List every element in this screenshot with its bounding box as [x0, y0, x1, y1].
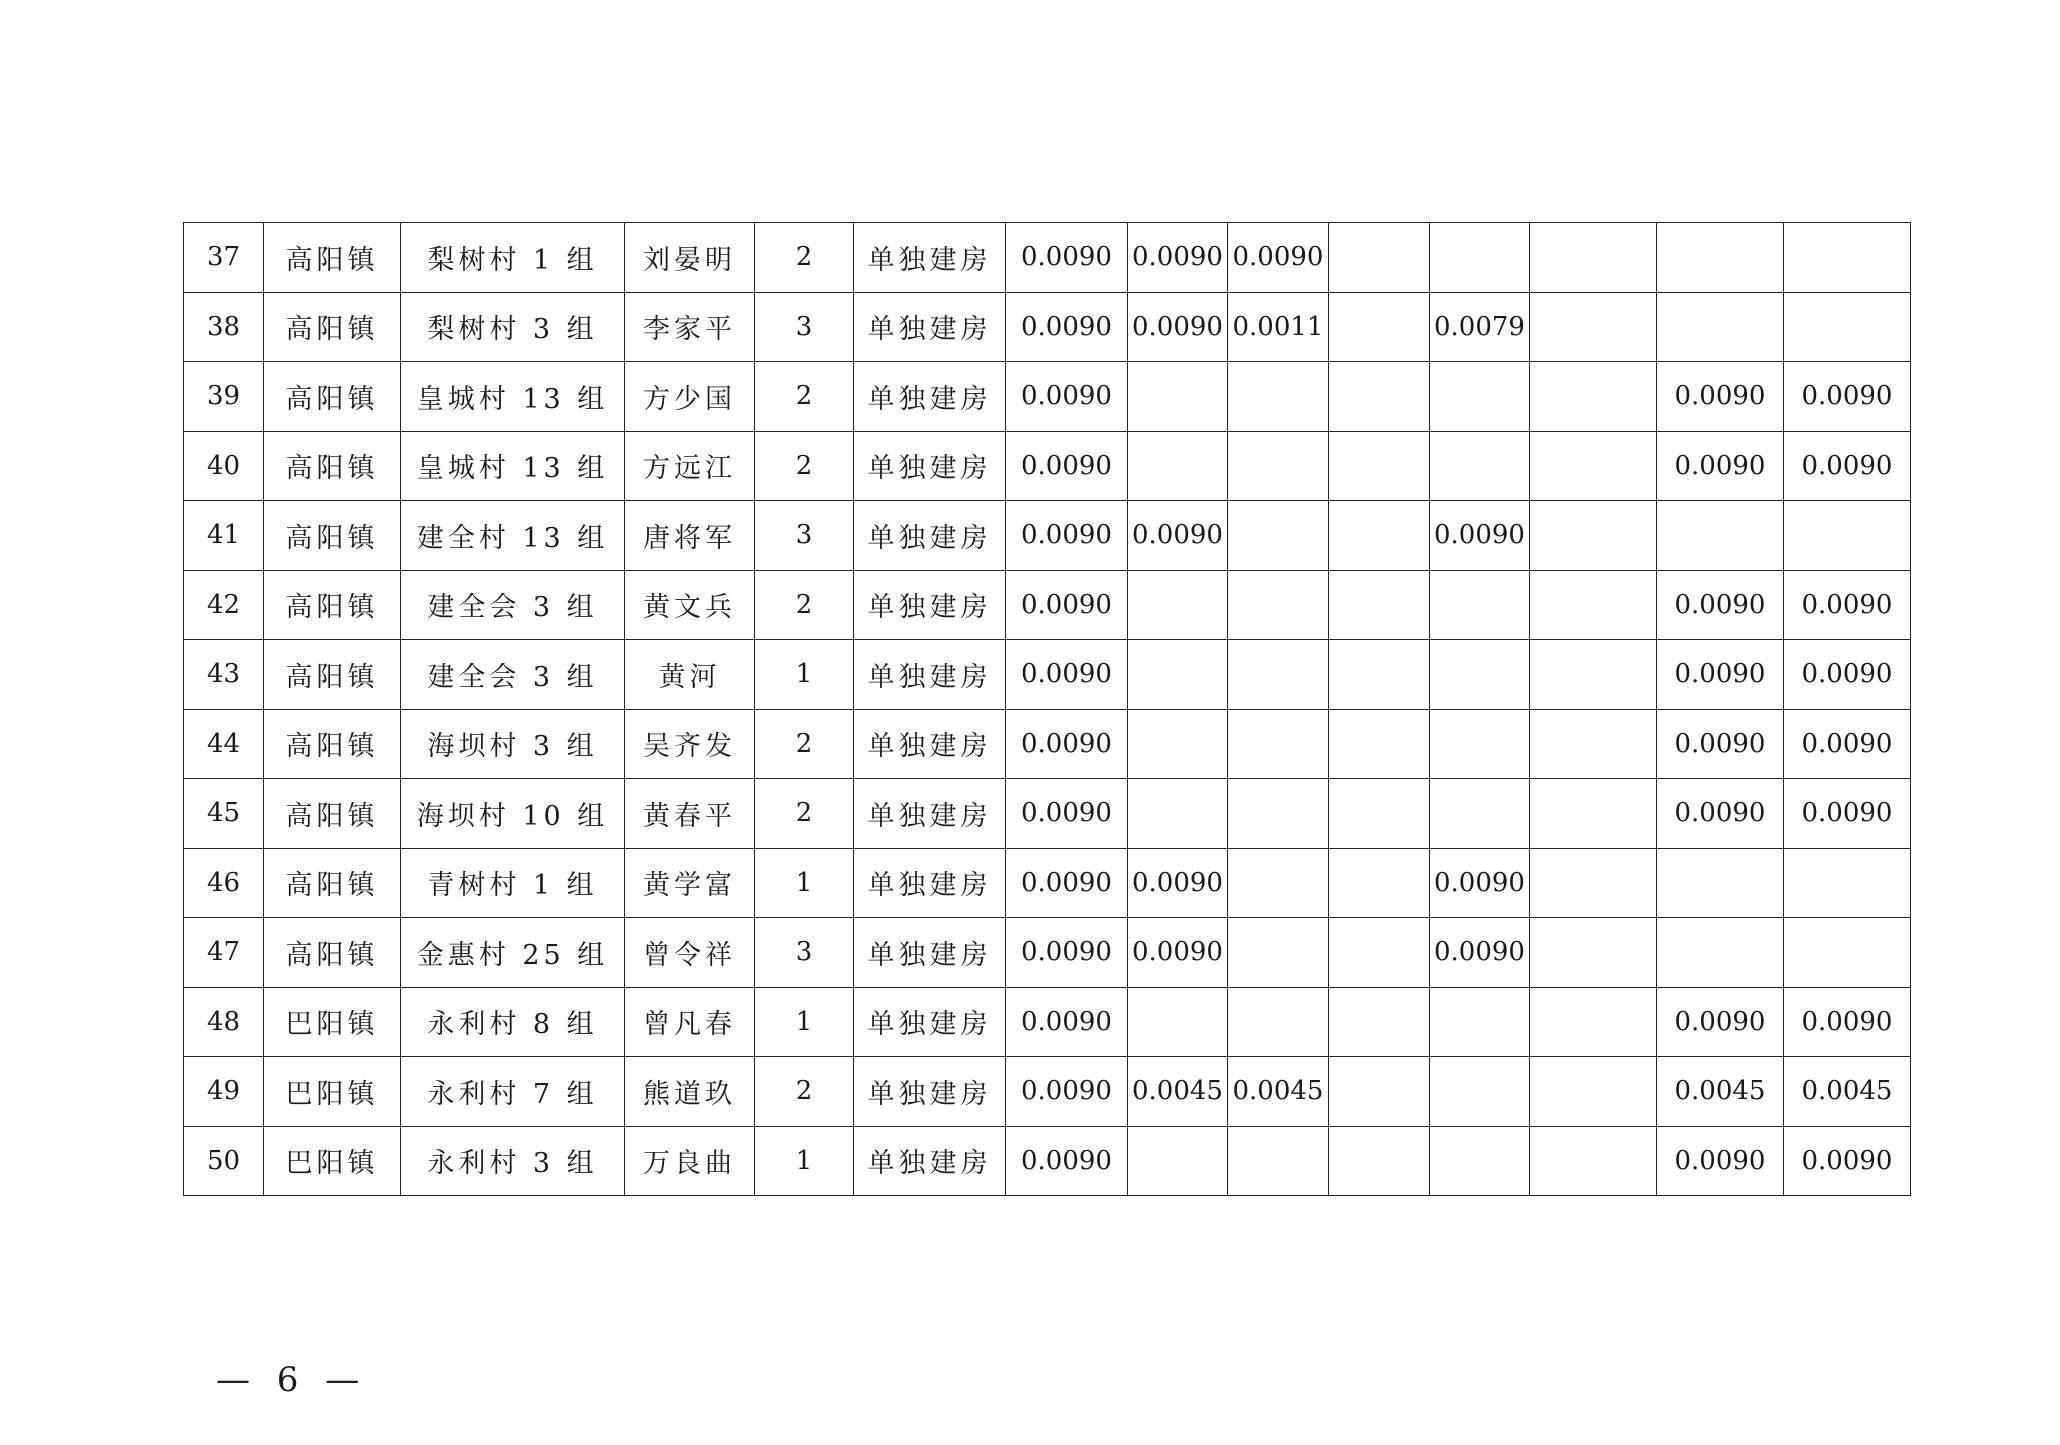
area-col-3-cell: 0.0045: [1228, 1057, 1329, 1127]
area-col-8-cell: 0.0045: [1784, 1057, 1911, 1127]
total-area-cell: 0.0090: [1006, 1126, 1128, 1196]
row-number-cell: 40: [184, 431, 264, 501]
village-group-cell: 梨树村 3 组: [401, 292, 625, 362]
area-col-8-cell: [1784, 223, 1911, 293]
household-size-cell: 2: [755, 223, 854, 293]
total-area-cell: 0.0090: [1006, 223, 1128, 293]
area-col-4-cell: [1329, 570, 1430, 640]
area-col-6-cell: [1530, 431, 1657, 501]
total-area-cell: 0.0090: [1006, 1057, 1128, 1127]
town-cell: 巴阳镇: [264, 1126, 401, 1196]
area-col-3-cell: [1228, 570, 1329, 640]
table-row: [184, 848, 1911, 918]
area-col-3-cell: [1228, 501, 1329, 571]
applicant-name-cell: 曾凡春: [625, 987, 755, 1057]
area-col-2-cell: [1128, 709, 1228, 779]
total-area-cell: 0.0090: [1006, 709, 1128, 779]
area-col-8-cell: 0.0090: [1784, 779, 1911, 849]
area-col-6-cell: [1530, 362, 1657, 432]
village-group-cell: 永利村 7 组: [401, 1057, 625, 1127]
area-col-8-cell: 0.0090: [1784, 709, 1911, 779]
area-col-4-cell: [1329, 1126, 1430, 1196]
row-number-cell: 50: [184, 1126, 264, 1196]
row-number-cell: 47: [184, 918, 264, 988]
area-col-5-cell: 0.0090: [1430, 918, 1530, 988]
village-group-cell: 永利村 8 组: [401, 987, 625, 1057]
household-size-cell: 3: [755, 918, 854, 988]
area-col-4-cell: [1329, 987, 1430, 1057]
area-col-7-cell: 0.0090: [1657, 987, 1784, 1057]
area-col-5-cell: 0.0079: [1430, 292, 1530, 362]
town-cell: 高阳镇: [264, 779, 401, 849]
town-cell: 高阳镇: [264, 501, 401, 571]
applicant-name-cell: 吴齐发: [625, 709, 755, 779]
area-col-2-cell: [1128, 431, 1228, 501]
applicant-name-cell: 方远江: [625, 431, 755, 501]
area-col-2-cell: [1128, 1126, 1228, 1196]
area-col-3-cell: 0.0011: [1228, 292, 1329, 362]
area-col-5-cell: 0.0090: [1430, 501, 1530, 571]
area-col-8-cell: 0.0090: [1784, 640, 1911, 710]
applicant-name-cell: 黄河: [625, 640, 755, 710]
area-col-6-cell: [1530, 1126, 1657, 1196]
row-number-cell: 45: [184, 779, 264, 849]
area-col-3-cell: [1228, 640, 1329, 710]
total-area-cell: 0.0090: [1006, 570, 1128, 640]
household-size-cell: 1: [755, 640, 854, 710]
area-col-4-cell: [1329, 640, 1430, 710]
area-col-6-cell: [1530, 987, 1657, 1057]
row-number-cell: 46: [184, 848, 264, 918]
area-col-4-cell: [1329, 223, 1430, 293]
applicant-name-cell: 万良曲: [625, 1126, 755, 1196]
household-size-cell: 2: [755, 709, 854, 779]
row-number-cell: 39: [184, 362, 264, 432]
area-col-3-cell: [1228, 779, 1329, 849]
build-type-cell: 单独建房: [854, 223, 1006, 293]
area-col-6-cell: [1530, 223, 1657, 293]
area-col-7-cell: 0.0090: [1657, 709, 1784, 779]
row-number-cell: 37: [184, 223, 264, 293]
town-cell: 高阳镇: [264, 848, 401, 918]
area-col-8-cell: [1784, 848, 1911, 918]
town-cell: 高阳镇: [264, 362, 401, 432]
area-col-6-cell: [1530, 1057, 1657, 1127]
area-col-5-cell: [1430, 709, 1530, 779]
applicant-name-cell: 黄春平: [625, 779, 755, 849]
household-size-cell: 1: [755, 848, 854, 918]
area-col-5-cell: [1430, 223, 1530, 293]
applicant-name-cell: 方少国: [625, 362, 755, 432]
town-cell: 高阳镇: [264, 223, 401, 293]
build-type-cell: 单独建房: [854, 292, 1006, 362]
row-number-cell: 41: [184, 501, 264, 571]
build-type-cell: 单独建房: [854, 779, 1006, 849]
build-type-cell: 单独建房: [854, 848, 1006, 918]
area-col-7-cell: 0.0090: [1657, 362, 1784, 432]
row-number-cell: 44: [184, 709, 264, 779]
table-row: [184, 709, 1911, 779]
applicant-name-cell: 李家平: [625, 292, 755, 362]
area-col-7-cell: [1657, 501, 1784, 571]
build-type-cell: 单独建房: [854, 918, 1006, 988]
area-col-5-cell: [1430, 362, 1530, 432]
town-cell: 巴阳镇: [264, 1057, 401, 1127]
area-col-8-cell: 0.0090: [1784, 987, 1911, 1057]
build-type-cell: 单独建房: [854, 570, 1006, 640]
town-cell: 巴阳镇: [264, 987, 401, 1057]
table-row: [184, 1057, 1911, 1127]
area-col-3-cell: [1228, 918, 1329, 988]
area-col-6-cell: [1530, 918, 1657, 988]
total-area-cell: 0.0090: [1006, 779, 1128, 849]
village-group-cell: 海坝村 3 组: [401, 709, 625, 779]
household-size-cell: 3: [755, 292, 854, 362]
area-col-2-cell: 0.0090: [1128, 223, 1228, 293]
area-col-2-cell: [1128, 779, 1228, 849]
village-group-cell: 皇城村 13 组: [401, 431, 625, 501]
area-col-3-cell: [1228, 709, 1329, 779]
household-size-cell: 1: [755, 1126, 854, 1196]
total-area-cell: 0.0090: [1006, 501, 1128, 571]
village-group-cell: 皇城村 13 组: [401, 362, 625, 432]
town-cell: 高阳镇: [264, 292, 401, 362]
household-size-cell: 2: [755, 570, 854, 640]
area-col-5-cell: [1430, 570, 1530, 640]
area-col-3-cell: 0.0090: [1228, 223, 1329, 293]
total-area-cell: 0.0090: [1006, 362, 1128, 432]
area-col-2-cell: [1128, 570, 1228, 640]
village-group-cell: 建全会 3 组: [401, 640, 625, 710]
area-col-4-cell: [1329, 501, 1430, 571]
household-size-cell: 1: [755, 987, 854, 1057]
row-number-cell: 48: [184, 987, 264, 1057]
area-col-8-cell: 0.0090: [1784, 431, 1911, 501]
area-col-8-cell: 0.0090: [1784, 570, 1911, 640]
area-col-6-cell: [1530, 779, 1657, 849]
area-col-3-cell: [1228, 362, 1329, 432]
row-number-cell: 42: [184, 570, 264, 640]
area-col-8-cell: [1784, 501, 1911, 571]
area-col-3-cell: [1228, 987, 1329, 1057]
table-row: [184, 1126, 1911, 1196]
area-col-2-cell: [1128, 362, 1228, 432]
area-col-5-cell: [1430, 431, 1530, 501]
table-row: [184, 292, 1911, 362]
area-col-4-cell: [1329, 779, 1430, 849]
area-col-4-cell: [1329, 431, 1430, 501]
area-col-6-cell: [1530, 640, 1657, 710]
household-size-cell: 2: [755, 431, 854, 501]
area-col-6-cell: [1530, 292, 1657, 362]
page-number: — 6 —: [216, 1360, 368, 1400]
build-type-cell: 单独建房: [854, 1057, 1006, 1127]
applicant-name-cell: 黄文兵: [625, 570, 755, 640]
table-row: [184, 570, 1911, 640]
area-col-5-cell: [1430, 987, 1530, 1057]
area-col-3-cell: [1228, 848, 1329, 918]
area-col-2-cell: 0.0045: [1128, 1057, 1228, 1127]
area-col-7-cell: [1657, 848, 1784, 918]
household-size-cell: 2: [755, 1057, 854, 1127]
area-col-8-cell: [1784, 918, 1911, 988]
area-col-4-cell: [1329, 292, 1430, 362]
area-col-2-cell: [1128, 987, 1228, 1057]
area-col-5-cell: [1430, 1126, 1530, 1196]
area-col-4-cell: [1329, 1057, 1430, 1127]
household-size-cell: 3: [755, 501, 854, 571]
household-size-cell: 2: [755, 779, 854, 849]
applicant-name-cell: 刘晏明: [625, 223, 755, 293]
area-col-2-cell: 0.0090: [1128, 501, 1228, 571]
area-col-2-cell: 0.0090: [1128, 292, 1228, 362]
town-cell: 高阳镇: [264, 570, 401, 640]
town-cell: 高阳镇: [264, 918, 401, 988]
land-use-table: [183, 222, 1911, 1196]
area-col-6-cell: [1530, 501, 1657, 571]
table-row: [184, 779, 1911, 849]
row-number-cell: 43: [184, 640, 264, 710]
area-col-7-cell: 0.0090: [1657, 1126, 1784, 1196]
area-col-7-cell: 0.0045: [1657, 1057, 1784, 1127]
area-col-7-cell: 0.0090: [1657, 640, 1784, 710]
area-col-2-cell: 0.0090: [1128, 848, 1228, 918]
total-area-cell: 0.0090: [1006, 640, 1128, 710]
area-col-8-cell: [1784, 292, 1911, 362]
build-type-cell: 单独建房: [854, 1126, 1006, 1196]
row-number-cell: 38: [184, 292, 264, 362]
area-col-7-cell: 0.0090: [1657, 431, 1784, 501]
row-number-cell: 49: [184, 1057, 264, 1127]
applicant-name-cell: 熊道玖: [625, 1057, 755, 1127]
build-type-cell: 单独建房: [854, 431, 1006, 501]
area-col-4-cell: [1329, 362, 1430, 432]
area-col-2-cell: [1128, 640, 1228, 710]
area-col-5-cell: [1430, 640, 1530, 710]
town-cell: 高阳镇: [264, 709, 401, 779]
area-col-8-cell: 0.0090: [1784, 1126, 1911, 1196]
area-col-5-cell: 0.0090: [1430, 848, 1530, 918]
applicant-name-cell: 唐将军: [625, 501, 755, 571]
table-row: [184, 640, 1911, 710]
build-type-cell: 单独建房: [854, 501, 1006, 571]
table-row: [184, 223, 1911, 293]
area-col-4-cell: [1329, 709, 1430, 779]
table-row: [184, 362, 1911, 432]
applicant-name-cell: 黄学富: [625, 848, 755, 918]
village-group-cell: 建全村 13 组: [401, 501, 625, 571]
area-col-6-cell: [1530, 848, 1657, 918]
village-group-cell: 梨树村 1 组: [401, 223, 625, 293]
town-cell: 高阳镇: [264, 640, 401, 710]
household-size-cell: 2: [755, 362, 854, 432]
total-area-cell: 0.0090: [1006, 431, 1128, 501]
village-group-cell: 建全会 3 组: [401, 570, 625, 640]
table-row: [184, 918, 1911, 988]
build-type-cell: 单独建房: [854, 362, 1006, 432]
area-col-6-cell: [1530, 570, 1657, 640]
table-row: [184, 501, 1911, 571]
area-col-3-cell: [1228, 1126, 1329, 1196]
area-col-7-cell: 0.0090: [1657, 570, 1784, 640]
applicant-name-cell: 曾令祥: [625, 918, 755, 988]
area-col-3-cell: [1228, 431, 1329, 501]
area-col-5-cell: [1430, 779, 1530, 849]
build-type-cell: 单独建房: [854, 640, 1006, 710]
area-col-4-cell: [1329, 848, 1430, 918]
total-area-cell: 0.0090: [1006, 292, 1128, 362]
build-type-cell: 单独建房: [854, 709, 1006, 779]
total-area-cell: 0.0090: [1006, 918, 1128, 988]
village-group-cell: 青树村 1 组: [401, 848, 625, 918]
village-group-cell: 海坝村 10 组: [401, 779, 625, 849]
area-col-2-cell: 0.0090: [1128, 918, 1228, 988]
build-type-cell: 单独建房: [854, 987, 1006, 1057]
table-row: [184, 987, 1911, 1057]
area-col-8-cell: 0.0090: [1784, 362, 1911, 432]
village-group-cell: 金惠村 25 组: [401, 918, 625, 988]
area-col-7-cell: [1657, 292, 1784, 362]
area-col-7-cell: [1657, 918, 1784, 988]
total-area-cell: 0.0090: [1006, 848, 1128, 918]
area-col-6-cell: [1530, 709, 1657, 779]
village-group-cell: 永利村 3 组: [401, 1126, 625, 1196]
table-row: [184, 431, 1911, 501]
total-area-cell: 0.0090: [1006, 987, 1128, 1057]
area-col-7-cell: [1657, 223, 1784, 293]
area-col-4-cell: [1329, 918, 1430, 988]
area-col-7-cell: 0.0090: [1657, 779, 1784, 849]
area-col-5-cell: [1430, 1057, 1530, 1127]
town-cell: 高阳镇: [264, 431, 401, 501]
